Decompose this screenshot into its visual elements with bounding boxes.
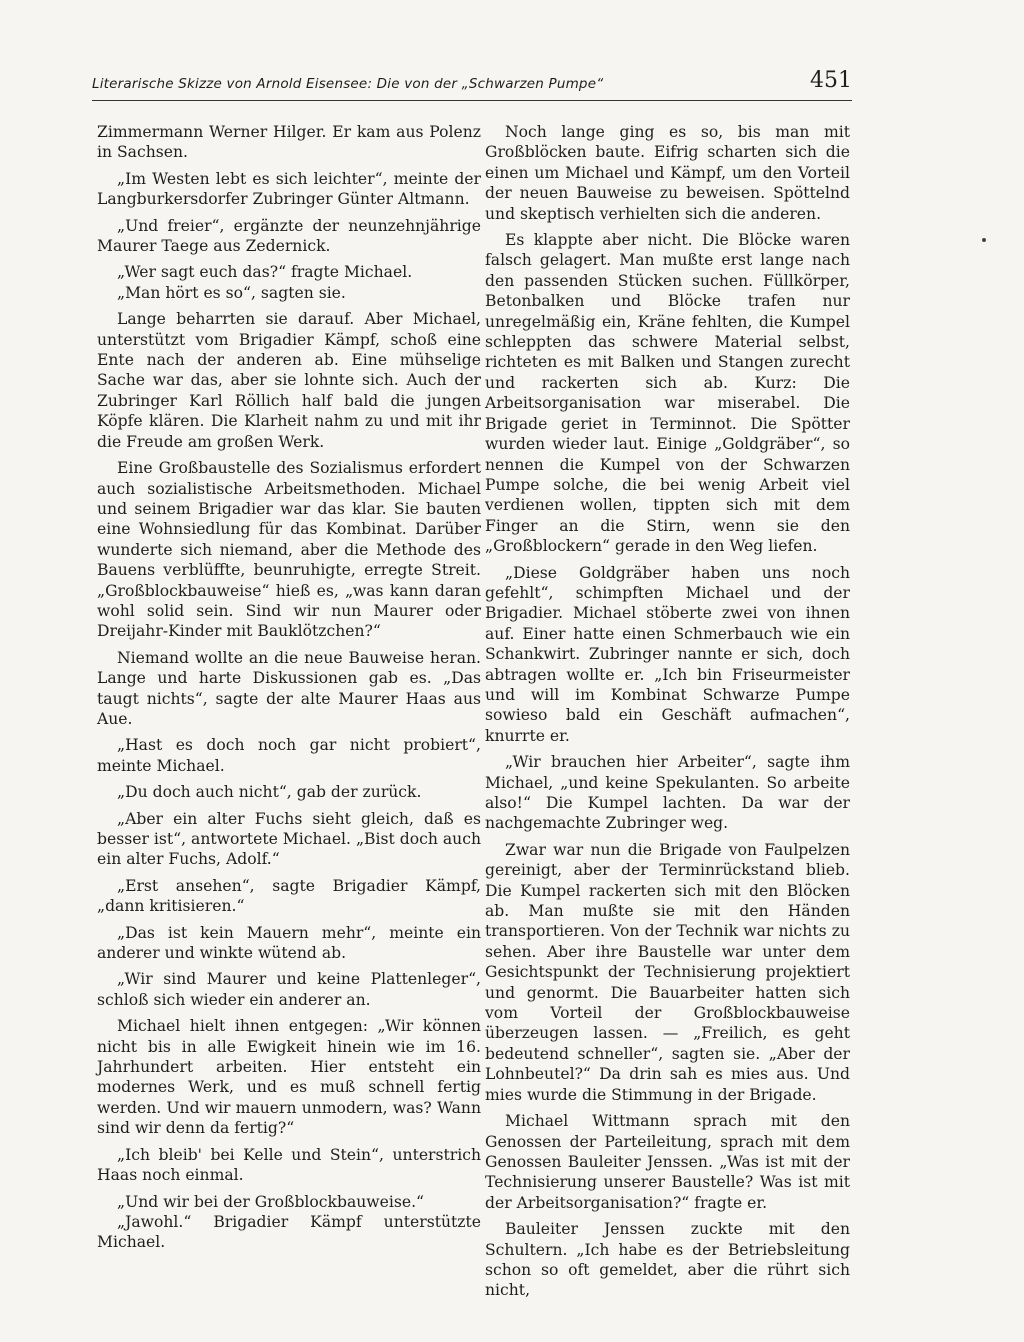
paragraph: Zwar war nun die Brigade von Faulpelzen gereinigt, aber der Terminrückstand blieb. Die Kumpel rackerten sich mit den Blöcken ab. Man mußte sie mit den Händen transportieren. Von der Technik war nichts zu sehen. Aber ihre Baustelle war unter dem Gesichtspunkt der Technisierung projektiert und genormt. Die Bauarbeiter hatten sich vom Vorteil der Großblockbauweise überzeugen lassen. — „Freilich, es geht bedeutend schneller“, sagten sie. „Aber der Lohnbeutel?“ Da drin sah es mies aus. Und mies wurde die Stimmung in der Brigade.	[485, 840, 850, 1104]
paragraph: „Ich bleib' bei Kelle und Stein“, unterstrich Haas noch einmal.	[97, 1145, 481, 1185]
paragraph: Lange beharrten sie darauf. Aber Michael, unterstützt vom Brigadier Kämpf, schoß eine Ente nach der anderen ab. Eine mühselige Sache war das, aber sie lohnte sich. Auch der Zubringer Karl Röllich half bald die jungen Köpfe klären. Die Klarheit nahm zu und mit ihr die Freude am großen Werk.	[97, 310, 481, 451]
paragraph: „Im Westen lebt es sich leichter“, meinte der Langburkersdorfer Zubringer Günter Altmann.	[97, 169, 481, 209]
paragraph: „Wer sagt euch das?“ fragte Michael.	[117, 263, 413, 282]
paragraph: Es klappte aber nicht. Die Blöcke waren falsch gelagert. Man mußte erst lange nach den passenden Stücken suchen. Füllkörper, Betonbalken und Blöcke trafen nur unregelmäßig ein, Kräne fehlten, die Kumpel schleppten das schwere Material selbst, richteten es mit Balken und Stangen zurecht und rackerten sich ab. Kurz: Die Arbeitsorganisation war miserabel. Die Brigade geriet in Terminnot. Die Spötter wurden wieder laut. Einige „Goldgräber“, so nennen die Kumpel von der Schwarzen Pumpe solche, die bei wenig Arbeit viel verdienen wollen, tippten sich mit dem Finger an die Stirn, wenn sie den „Großblockern“ gerade in den Weg liefen.	[485, 231, 850, 556]
paragraph: „Aber ein alter Fuchs sieht gleich, daß es besser ist“, antwortete Michael. „Bist doch auch ein alter Fuchs, Adolf.“	[97, 809, 481, 869]
paragraph: „Das ist kein Mauern mehr“, meinte ein anderer und winkte wütend ab.	[97, 923, 481, 963]
paragraph: „Hast es doch noch gar nicht probiert“, meinte Michael.	[97, 736, 481, 775]
paragraph: „Wir brauchen hier Arbeiter“, sagte ihm Michael, „und keine Spekulanten. So arbeite also!“ Die Kumpel lachten. Da war der nachgemachte Zubringer weg.	[485, 753, 850, 833]
paragraph: „Man hört es so“, sagten sie.	[117, 283, 346, 302]
paragraph: Niemand wollte an die neue Bauweise heran. Lange und harte Diskussionen gab es. „Das taugt nichts“, sagte der alte Maurer Haas aus Aue.	[97, 648, 481, 728]
paragraph: „Diese Goldgräber haben uns noch gefehlt“, schimpften Michael und der Brigadier. Michael stöberte zwei von ihnen auf. Einer hatte einen Schmerbauch wie ein Schankwirt. Zubringer nannte er sich, doch abtragen wollte er. „Ich bin Friseurmeister und will im Kombinat Schwarze Pumpe sowieso bald ein Geschäft aufmachen“, knurrte er.	[485, 563, 850, 745]
paragraph: Michael Wittmann sprach mit den Genossen der Parteileitung, sprach mit dem Genossen Bauleiter Jenssen. „Was ist mit der Technisierung unserer Baustelle? Was ist mit der Arbeitsorganisation?“ fragte er.	[485, 1112, 850, 1212]
paragraph: „Du doch auch nicht“, gab der zurück.	[117, 783, 422, 802]
left-column	[97, 122, 481, 1259]
paragraph: „Erst ansehen“, sagte Brigadier Kämpf, „dann kritisieren.“	[97, 876, 481, 916]
paragraph: Noch lange ging es so, bis man mit Großblöcken baute. Eifrig scharten sich die einen um Michael und Kämpf, um den Vorteil der neuen Bauweise zu beweisen. Spöttelnd und skeptisch verhielten sich die anderen.	[485, 123, 850, 223]
paragraph: „Und wir bei der Großblockbauweise.“	[117, 1192, 425, 1211]
paragraph: Michael hielt ihnen entgegen: „Wir können nicht bis in alle Ewigkeit hinein wie im 16. Jahrhundert arbeiten. Hier entsteht ein modernes Werk, und es muß schnell fertig werden. Und wir mauern unmodern, was? Wann sind wir denn da fertig?“	[97, 1017, 481, 1138]
running-title: Literarische Skizze von Arnold Eisensee: Die von der „Schwarzen Pumpe“	[92, 76, 604, 92]
paragraph: Zimmermann Werner Hilger. Er kam aus Polenz in Sachsen.	[97, 123, 481, 162]
paragraph: Bauleiter Jenssen zuckte mit den Schultern. „Ich habe es der Betriebsleitung schon so oft gemeldet, aber die rührt sich nicht,	[485, 1220, 850, 1300]
header-rule	[92, 100, 852, 101]
right-column	[485, 122, 850, 1307]
page-number: 451	[810, 68, 852, 93]
paragraph: „Und freier“, ergänzte der neunzehnjährige Maurer Taege aus Zedernick.	[97, 216, 481, 256]
paragraph: „Wir sind Maurer und keine Plattenleger“, schloß sich wieder ein anderer an.	[97, 970, 481, 1009]
paragraph: Eine Großbaustelle des Sozialismus erfordert auch sozialistische Arbeitsmethoden. Michael und seinem Brigadier war das klar. Sie bauten eine Wohnsiedlung für das Kombinat. Darüber wunderte sich niemand, aber die Methode des Bauens verblüffte, beunruhigte, erregte Streit. „Großblockbauweise“ hieß es, „was kann daran wohl solid sein. Sind wir nun Maurer oder Dreijahr-Kinder mit Bauklötzchen?“	[97, 459, 481, 641]
paragraph: „Jawohl.“ Brigadier Kämpf unterstützte Michael.	[97, 1212, 481, 1252]
print-speck	[982, 238, 986, 242]
